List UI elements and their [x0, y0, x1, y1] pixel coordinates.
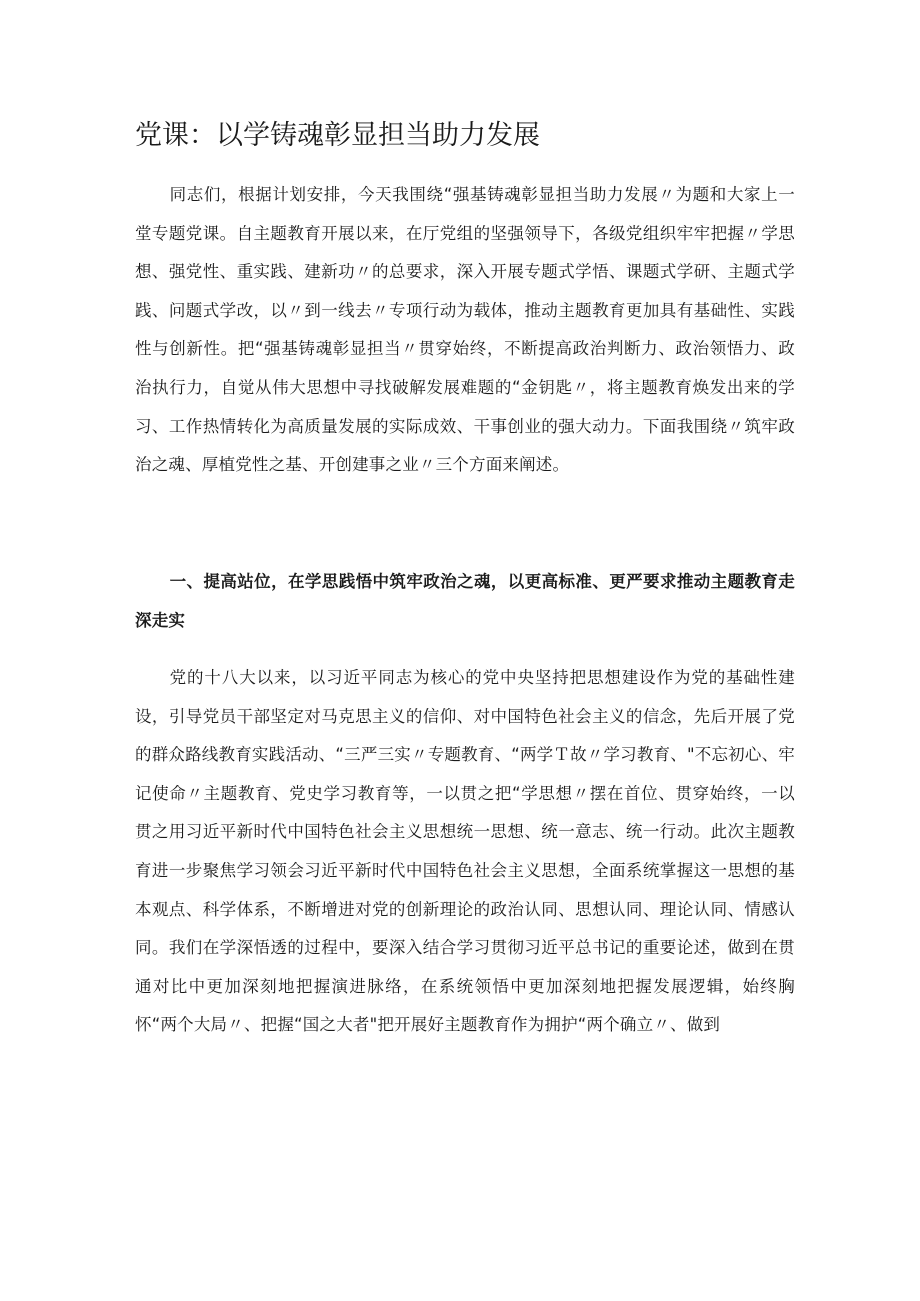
- section-heading: 一、提高站位，在学思践悟中筑牢政治之魂，以更高标准、更严要求推动主题教育走深走实: [135, 572, 795, 630]
- page-title: 党课：以学铸魂彰显担当助力发展: [135, 120, 540, 151]
- body-paragraph: 党的十八大以来，以习近平同志为核心的党中央坚持把思想建设作为党的基础性建设，引导党员干部坚定对马克思主义的信仰、对中国特色社会主义的信念，先后开展了党的群众路线教育实践活动、“三严三实〃专题教育、“两学Ｔ故〃学习教育、"不忘初心、牢记使命〃主题教育、党史学习教育等，一以贯之把“学思想〃摆在首位、贯穿始终，一以贯之用习近平新时代中国特色社会主义思想统一思想、统一意志、统一行动。此次主题教育进一步聚焦学习领会习近平新时代中国特色社会主义思想，全面系统掌握这一思想的基本观点、科学体系，不断增进对党的创新理论的政治认同、思想认同、理论认同、情感认同。我们在学深悟透的过程中，要深入结合学习贯彻习近平总书记的重要论述，做到在贯通对比中更加深刻地把握演进脉络，在系统领悟中更加深刻地把握发展逻辑，始终胸怀“两个大局〃、把握“国之大者"把开展好主题教育作为拥护“两个确立〃、做到: [135, 668, 795, 1035]
- body-paragraph: 同志们，根据计划安排，今天我围绕“强基铸魂彰显担当助力发展〃为题和大家上一堂专题党课。自主题教育开展以来，在厅党组的坚强领导下，各级党组织牢牢把握〃学思想、强党性、重实践、建新功〃的总要求，深入开展专题式学悟、课题式学研、主题式学践、问题式学改，以〃到一线去〃专项行动为载体，推动主题教育更加具有基础性、实践性与创新性。把“强基铸魂彰显担当〃贯穿始终，不断提高政治判断力、政治领悟力、政治执行力，自觉从伟大思想中寻找破解发展难题的“金钥匙〃，将主题教育焕发出来的学习、工作热情转化为高质量发展的实际成效、干事创业的强大动力。下面我围绕〃筑牢政治之魂、厚植党性之基、开创建事之业〃三个方面来阐述。: [135, 185, 795, 475]
